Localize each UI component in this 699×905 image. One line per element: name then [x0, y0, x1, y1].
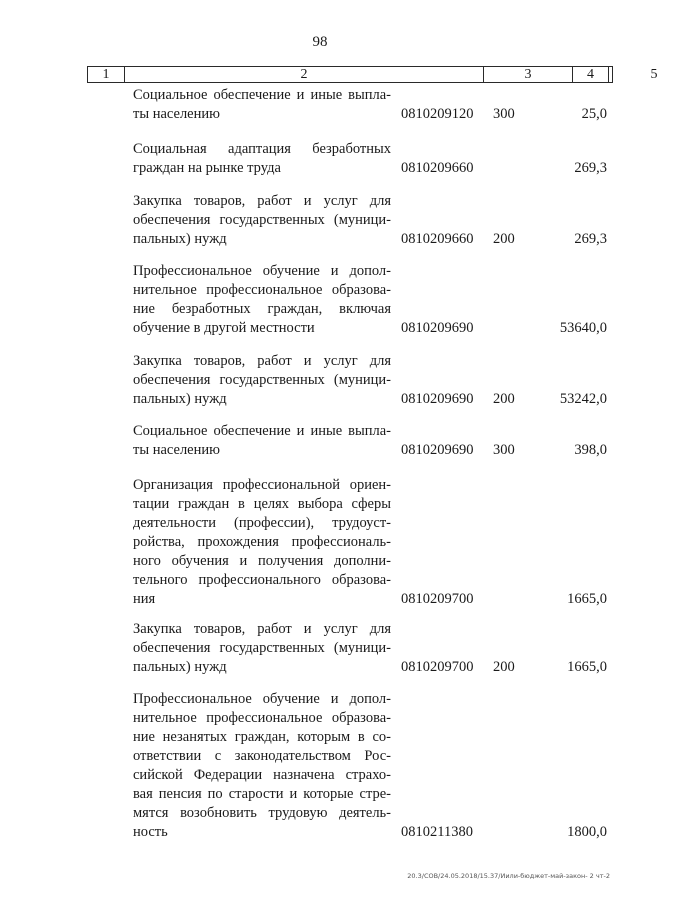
- description-line: ты населению: [133, 442, 220, 458]
- description-line: нительное профессиональное образова-: [133, 710, 391, 726]
- row-code: 0810209690: [401, 391, 474, 407]
- row-description: [133, 140, 391, 178]
- row-amount: 1665,0: [567, 659, 607, 675]
- row-amount: 269,3: [574, 231, 607, 247]
- row-amount: 53640,0: [559, 320, 607, 336]
- description-line: обеспечения государственных (муници-: [133, 372, 391, 388]
- row-description: [133, 352, 391, 409]
- row-expense-type: 200: [493, 659, 515, 675]
- description-line: деятельности (профессии), трудоуст-: [133, 515, 391, 531]
- description-line: вая пенсия по старости и которые стре-: [133, 786, 391, 802]
- row-amount: 25,0: [581, 106, 607, 122]
- row-code: 0810209690: [401, 442, 474, 458]
- description-line: Закупка товаров, работ и услуг для: [133, 621, 391, 637]
- row-code: 0810209690: [401, 320, 474, 336]
- row-code: 0810209700: [401, 591, 474, 607]
- row-description: [133, 192, 391, 249]
- row-description: [133, 476, 391, 609]
- row-description: [133, 86, 391, 124]
- row-expense-type: 300: [493, 106, 515, 122]
- description-line: Социальное обеспечение и иные выпла-: [133, 87, 391, 103]
- row-description: [133, 690, 391, 842]
- row-expense-type: 200: [493, 231, 515, 247]
- row-code: 0810209700: [401, 659, 474, 675]
- row-amount: 398,0: [574, 442, 607, 458]
- description-line: ния: [133, 591, 156, 607]
- row-amount: 1800,0: [567, 824, 607, 840]
- description-line: Социальное обеспечение и иные выпла-: [133, 423, 391, 439]
- row-description: [133, 620, 391, 677]
- column-header-5: 5: [650, 67, 658, 82]
- description-line: ройства, прохождения профессиональ-: [133, 534, 391, 550]
- row-code: 0810209660: [401, 160, 474, 176]
- row-description: [133, 422, 391, 460]
- page-number: 98: [312, 34, 328, 50]
- row-code: 0810209660: [401, 231, 474, 247]
- description-line: Профессиональное обучение и допол-: [133, 691, 391, 707]
- description-line: ты населению: [133, 106, 220, 122]
- description-line: граждан на рынке труда: [133, 160, 281, 176]
- description-line: Профессиональное обучение и допол-: [133, 263, 391, 279]
- description-line: Закупка товаров, работ и услуг для: [133, 353, 391, 369]
- row-expense-type: 300: [493, 442, 515, 458]
- description-line: ответствии с законодательством Рос-: [133, 748, 391, 764]
- row-amount: 269,3: [574, 160, 607, 176]
- description-line: пальных) нужд: [133, 231, 227, 247]
- column-header-4: 4: [573, 67, 609, 82]
- description-line: обеспечения государственных (муници-: [133, 212, 391, 228]
- row-expense-type: 200: [493, 391, 515, 407]
- column-header-1: 1: [88, 67, 125, 82]
- description-line: нительное профессиональное образова-: [133, 282, 391, 298]
- description-line: мятся возобновить трудовую деятель-: [133, 805, 391, 821]
- description-line: ного обучения и получения дополни-: [133, 553, 391, 569]
- column-header-2: 2: [125, 67, 484, 82]
- description-line: обучение в другой местности: [133, 320, 315, 336]
- description-line: тельного профессионального образова-: [133, 572, 391, 588]
- description-line: ние незанятых граждан, которым в со-: [133, 729, 391, 745]
- row-description: [133, 262, 391, 338]
- description-line: сийской Федерации назначена страхо-: [133, 767, 391, 783]
- description-line: пальных) нужд: [133, 659, 227, 675]
- footer-stamp: 20.3/COB/24.05.2018/15.37/Иили-бюджет-май-закон- 2 чт-2: [407, 872, 610, 880]
- description-line: ние безработных граждан, включая: [133, 301, 391, 317]
- description-line: обеспечения государственных (муници-: [133, 640, 391, 656]
- row-amount: 53242,0: [559, 391, 607, 407]
- description-line: ность: [133, 824, 168, 840]
- column-header-3: 3: [484, 67, 573, 82]
- description-line: тации граждан в целях выбора сферы: [133, 496, 391, 512]
- row-amount: 1665,0: [567, 591, 607, 607]
- description-line: Социальная адаптация безработных: [133, 141, 391, 157]
- description-line: Закупка товаров, работ и услуг для: [133, 193, 391, 209]
- row-code: 0810209120: [401, 106, 474, 122]
- description-line: пальных) нужд: [133, 391, 227, 407]
- row-code: 0810211380: [401, 824, 473, 840]
- description-line: Организация профессиональной ориен-: [133, 477, 391, 493]
